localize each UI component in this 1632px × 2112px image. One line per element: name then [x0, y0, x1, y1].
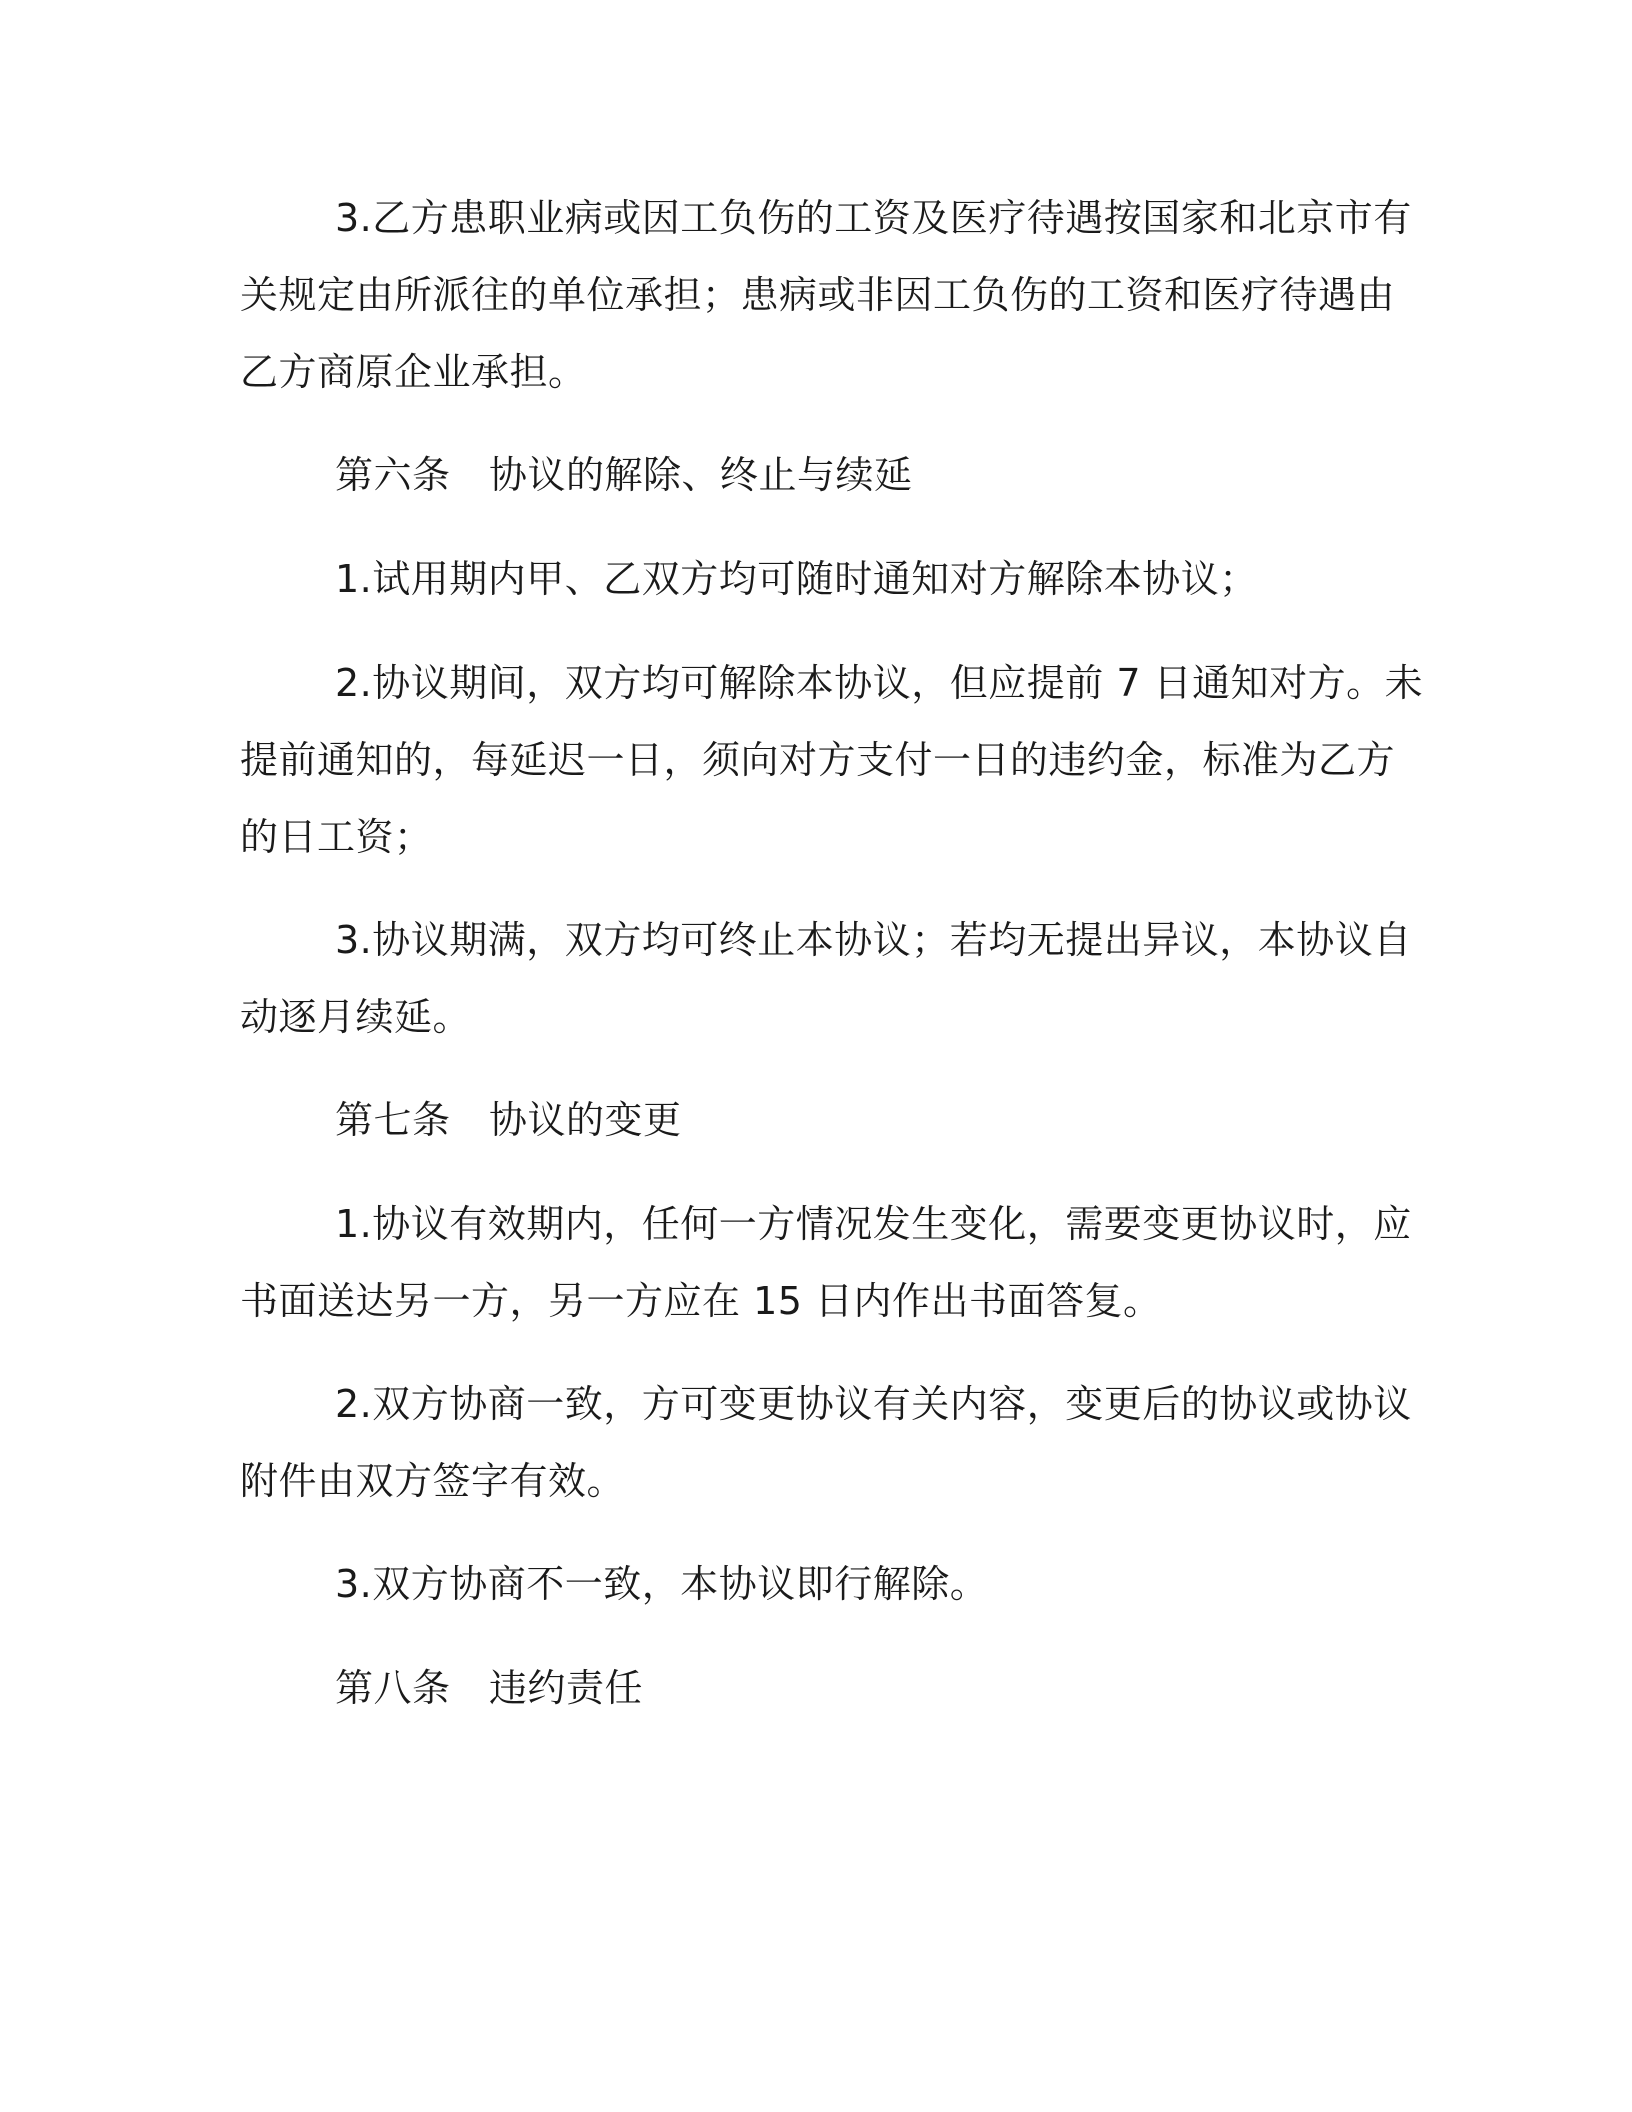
section-heading: 第六条 协议的解除、终止与续延 — [335, 453, 913, 497]
article-eight-heading — [240, 1650, 1376, 1727]
text-line: 动逐月续延。 — [240, 995, 472, 1039]
article-seven-heading — [240, 1082, 1376, 1159]
text-line: 3.协议期满，双方均可终止本协议；若均无提出异议，本协议自 — [335, 918, 1412, 962]
text-line: 3.乙方患职业病或因工负伤的工资及医疗待遇按国家和北京市有 — [335, 196, 1412, 240]
section-heading: 第七条 协议的变更 — [335, 1098, 682, 1142]
text-line: 1.协议有效期内，任何一方情况发生变化，需要变更协议时，应 — [335, 1202, 1412, 1246]
paragraph-expiration — [240, 902, 1412, 1056]
text-line: 关规定由所派往的单位承担；患病或非因工负伤的工资和医疗待遇由 — [240, 273, 1396, 317]
article-six-heading — [240, 437, 1376, 514]
paragraph-probation — [240, 541, 1376, 618]
paragraph-termination-notice — [240, 645, 1424, 876]
text-line: 2.双方协商一致，方可变更协议有关内容，变更后的协议或协议 — [335, 1382, 1412, 1426]
text-line: 1.试用期内甲、乙双方均可随时通知对方解除本协议； — [335, 557, 1258, 601]
text-line: 2.协议期间，双方均可解除本协议，但应提前 7 日通知对方。未 — [335, 661, 1424, 705]
text-line: 的日工资； — [240, 815, 433, 859]
text-line: 附件由双方签字有效。 — [240, 1459, 626, 1503]
paragraph-change-agreement — [240, 1366, 1412, 1520]
section-heading: 第八条 违约责任 — [335, 1666, 644, 1710]
paragraph-change-request — [240, 1186, 1412, 1340]
paragraph-change-disagreement — [240, 1546, 1376, 1623]
text-line: 书面送达另一方，另一方应在 15 日内作出书面答复。 — [240, 1279, 1162, 1323]
text-line: 3.双方协商不一致，本协议即行解除。 — [335, 1562, 989, 1606]
text-line: 乙方商原企业承担。 — [240, 350, 587, 394]
paragraph-wage-medical — [240, 180, 1412, 411]
text-line: 提前通知的，每延迟一日，须向对方支付一日的违约金，标准为乙方 — [240, 738, 1396, 782]
